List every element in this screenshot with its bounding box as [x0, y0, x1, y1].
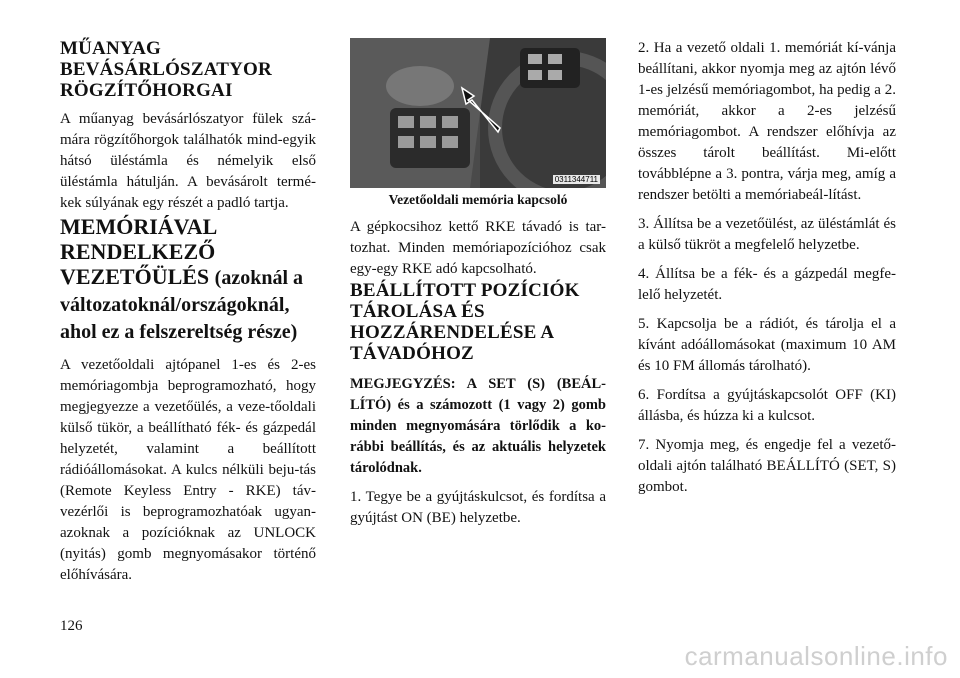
door-panel-illustration: [350, 38, 606, 188]
step-2: 2. Ha a vezető oldali 1. memóriát kí-vánja beállítani, akkor nyomja meg az ajtón lévő 1-es jelzésű memóriagombot, ha pedig a 2. memóriát, akkor a 2-es jelzésű memóriagombot. A rendszer előhívja az összes tárolt beállítást. Mi-előtt továbblépne a 3. pontra, várja meg, amíg a rendszer betölti a memóriabeál-lítást.: [638, 40, 896, 203]
step-5: 5. Kapcsolja be a rádiót, és tárolja el a kívánt adóállomásokat (maximum 10 AM és 10 FM állomás tárolható).: [638, 316, 896, 374]
paragraph-rke: A gépkocsihoz kettő RKE távadó is tar-tozhat. Minden memóriapozícióhoz csak egy-egy RKE adó kapcsolható.: [350, 219, 606, 277]
column-right: [638, 38, 896, 498]
page-number: 126: [60, 618, 83, 634]
column-left: [60, 38, 316, 586]
paragraph-shopping-bag: A műanyag bevásárlószatyor fülek szá-mára rögzítőhorgok találhatók mind-egyik hátsó üléstámla és némelyik első üléstámla hátulján. A bevásárolt termé-kek súlyának egy részét a padló tartja.: [60, 111, 316, 211]
paragraph-memory-seat: A vezetőoldali ajtópanel 1-es és 2-es memóriagombja beprogramozható, hogy megjegyezze a vezetőülés, a veze-tőoldali külső tükör, a beállítható fék- és gázpedál helyzetét, valamint a beállított rádióállomásokat. A kulcs nélküli beju-tás (Remote Keyless Entry - RKE) táv-vezérlői is beprogramozhatóak ugyan-azoknak a pozícióknak az UNLOCK (nyitás) gomb megnyomásakor történő előhívására.: [60, 357, 316, 583]
figure-code: 0311344711: [554, 175, 598, 184]
heading-memory-seat-main: MEMÓRIÁVAL RENDELKEZŐ VEZETŐÜLÉS: [60, 214, 217, 289]
step-1: 1. Tegye be a gyújtáskulcsot, és fordítsa a gyújtást ON (BE) helyzetbe.: [350, 489, 606, 526]
heading-store-positions: BEÁLLÍTOTT POZÍCIÓK TÁROLÁSA ÉS HOZZÁRENDELÉSE A TÁVADÓHOZ: [350, 280, 580, 364]
step-6: 6. Fordítsa a gyújtáskapcsolót OFF (KI) állásba, és húzza ki a kulcsot.: [638, 387, 896, 424]
step-4: 4. Állítsa be a fék- és a gázpedál megfe-lelő helyzetét.: [638, 266, 896, 303]
note-label: MEGJEGYZÉS:: [350, 376, 456, 392]
step-7: 7. Nyomja meg, és engedje fel a vezető-oldali ajtón található BEÁLLÍTÓ (SET, S) gombot.: [638, 437, 896, 495]
column-middle: [350, 38, 606, 529]
watermark: carmanualsonline.info: [684, 641, 948, 671]
figure-caption: Vezetőoldali memória kapcsoló: [388, 192, 568, 207]
step-3: 3. Állítsa be a vezetőülést, az üléstámlát és a külső tükröt a megfelelő helyzetbe.: [638, 216, 896, 253]
heading-memory-seat-sub: (azoknál a változatoknál/országoknál, ahol ez a felszereltség része): [60, 267, 304, 343]
heading-shopping-bag-hooks: MŰANYAG BEVÁSÁRLÓSZATYOR RÖGZÍTŐHORGAI: [60, 38, 272, 101]
heading-memory-seat: [60, 214, 316, 345]
note-text: A SET (S) (BEÁL-LÍTÓ) és a számozott (1 vagy 2) gomb minden megnyomására törlődik a ko-rábbi beállítás, és az aktuális helyzetek tárolódnak.: [350, 376, 606, 476]
note-block: [350, 374, 606, 479]
door-panel-photo: [350, 38, 606, 188]
